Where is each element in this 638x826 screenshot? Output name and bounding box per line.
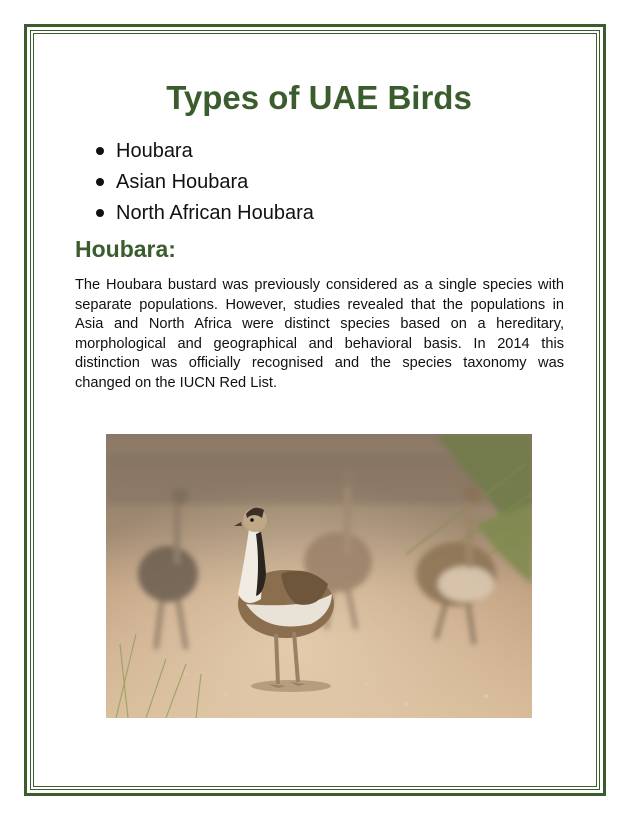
section-heading: Houbara: xyxy=(75,236,176,262)
bullet-icon xyxy=(96,147,104,155)
section-paragraph: The Houbara bustard was previously considered as a single species with separate populations. However, studies revealed that the populations in Asia and North Africa were distinct species based on a hereditary, morphological and geographical and behavioral basis. In 2014 this distinction was officially recognised and the species taxonomy was changed on the IUCN Red List. xyxy=(75,277,564,391)
bullet-icon xyxy=(96,178,104,186)
houbara-birds-photo xyxy=(106,434,532,718)
list-item xyxy=(94,136,314,167)
list-item-label: North African Houbara xyxy=(116,202,314,224)
bullet-icon xyxy=(96,209,104,217)
list-item-label: Asian Houbara xyxy=(116,171,249,193)
page-title: Types of UAE Birds xyxy=(166,79,472,116)
list-item xyxy=(94,167,314,198)
bird-types-list xyxy=(94,136,314,229)
list-item xyxy=(94,198,314,229)
list-item-label: Houbara xyxy=(116,140,193,162)
